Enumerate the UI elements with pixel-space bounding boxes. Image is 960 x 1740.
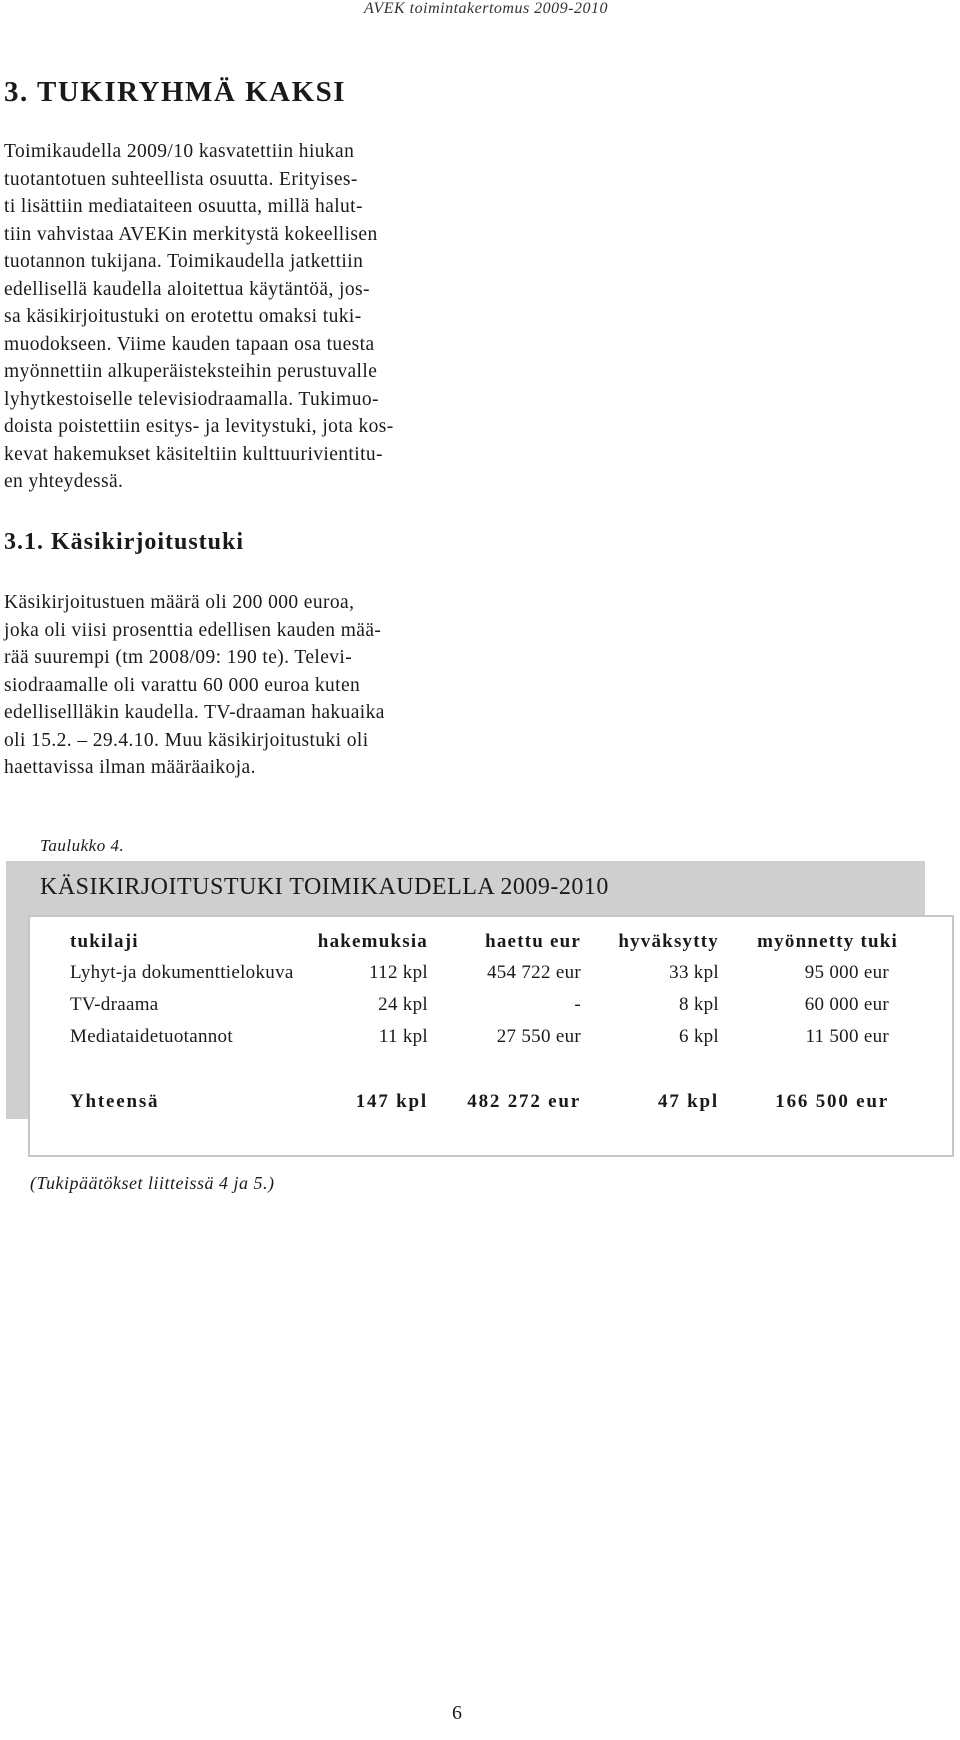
- total-requested: 482 272 eur: [467, 1091, 581, 1112]
- text-line: siodraamalle oli varattu 60 000 euroa kuten: [4, 674, 361, 696]
- column-header-requested: haettu eur: [485, 931, 581, 952]
- text-line: tuotannon tukijana. Toimikaudella jatkettiin: [4, 251, 364, 272]
- text-line: Käsikirjoitustuen määrä oli 200 000 euroa,: [4, 592, 355, 613]
- section-body-paragraph: [4, 589, 452, 782]
- column-header-applications: hakemuksia: [317, 931, 428, 952]
- text-line: en yhteydessä.: [4, 471, 124, 492]
- text-line: ti lisättiin mediataiteen osuutta, millä halut-: [4, 196, 363, 217]
- table-caption: Taulukko 4.: [40, 836, 125, 855]
- table-cell: 11 kpl: [378, 1026, 428, 1047]
- text-line: doista poistettiin esitys- ja levitystuki, jota kos-: [4, 416, 394, 437]
- table-cell: 8 kpl: [678, 994, 719, 1015]
- table-cell: 60 000 eur: [804, 994, 889, 1015]
- text-line: rää suurempi (tm 2008/09: 190 te). Televi-: [4, 647, 353, 668]
- page-number: 6: [452, 1702, 462, 1724]
- running-header: AVEK toimintakertomus 2009-2010: [363, 0, 608, 17]
- table-cell: 112 kpl: [369, 962, 428, 983]
- table-cell: Lyhyt-ja dokumenttielokuva: [70, 962, 294, 983]
- text-line: sa käsikirjoitustuki on erotettu omaksi tuki-: [4, 306, 362, 327]
- text-line: lyhytkestoiselle televisiodraamalla. Tukimuo-: [4, 388, 379, 410]
- text-line: joka oli viisi prosenttia edellisen kauden mää-: [4, 619, 382, 641]
- text-line: haettavissa ilman määräaikoja.: [4, 757, 256, 778]
- table-cell: 33 kpl: [669, 962, 719, 983]
- table-cell: 11 500 eur: [805, 1026, 889, 1047]
- column-header-type: tukilaji: [70, 931, 139, 952]
- table-footnote: (Tukipäätökset liitteissä 4 ja 5.): [30, 1173, 275, 1193]
- table-cell: -: [574, 994, 581, 1015]
- total-granted: 166 500 eur: [775, 1091, 889, 1112]
- table-cell: 95 000 eur: [804, 962, 889, 983]
- text-line: tiin vahvistaa AVEKin merkitystä kokeellisen: [4, 223, 378, 245]
- chapter-title: 3. TUKIRYHMÄ KAKSI: [4, 76, 347, 108]
- table-cell: Mediataidetuotannot: [70, 1026, 233, 1047]
- text-line: tuotantotuen suhteellista osuutta. Erityises-: [4, 168, 358, 190]
- chapter-intro-paragraph: [4, 138, 452, 496]
- total-applications: 147 kpl: [355, 1091, 428, 1112]
- table-cell: 454 722 eur: [486, 962, 581, 983]
- table-cell: 24 kpl: [378, 994, 428, 1015]
- table-title: KÄSIKIRJOITUSTUKI TOIMIKAUDELLA 2009-2010: [40, 874, 609, 900]
- text-line: oli 15.2. – 29.4.10. Muu käsikirjoitustuki oli: [4, 729, 369, 751]
- text-line: edellisellläkin kaudella. TV-draaman hakuaika: [4, 702, 385, 723]
- total-approved: 47 kpl: [658, 1091, 719, 1112]
- table-cell: 6 kpl: [678, 1026, 719, 1047]
- table-cell: 27 550 eur: [496, 1026, 581, 1047]
- text-line: edellisellä kaudella aloitettua käytäntöä, jos-: [4, 278, 370, 300]
- table-cell: TV-draama: [70, 994, 159, 1015]
- text-line: Toimikaudella 2009/10 kasvatettiin hiukan: [4, 141, 355, 162]
- text-line: kevat hakemukset käsiteltiin kulttuurivientitu-: [4, 443, 383, 465]
- column-header-granted: myönnetty tuki: [757, 931, 898, 952]
- total-label: Yhteensä: [70, 1091, 160, 1112]
- text-line: myönnettiin alkuperäisteksteihin perustuvalle: [4, 361, 378, 382]
- section-title: 3.1. Käsikirjoitustuki: [4, 529, 245, 555]
- column-header-approved: hyväksytty: [618, 931, 719, 952]
- support-table: [28, 915, 954, 1157]
- text-line: muodokseen. Viime kauden tapaan osa tuesta: [4, 333, 375, 355]
